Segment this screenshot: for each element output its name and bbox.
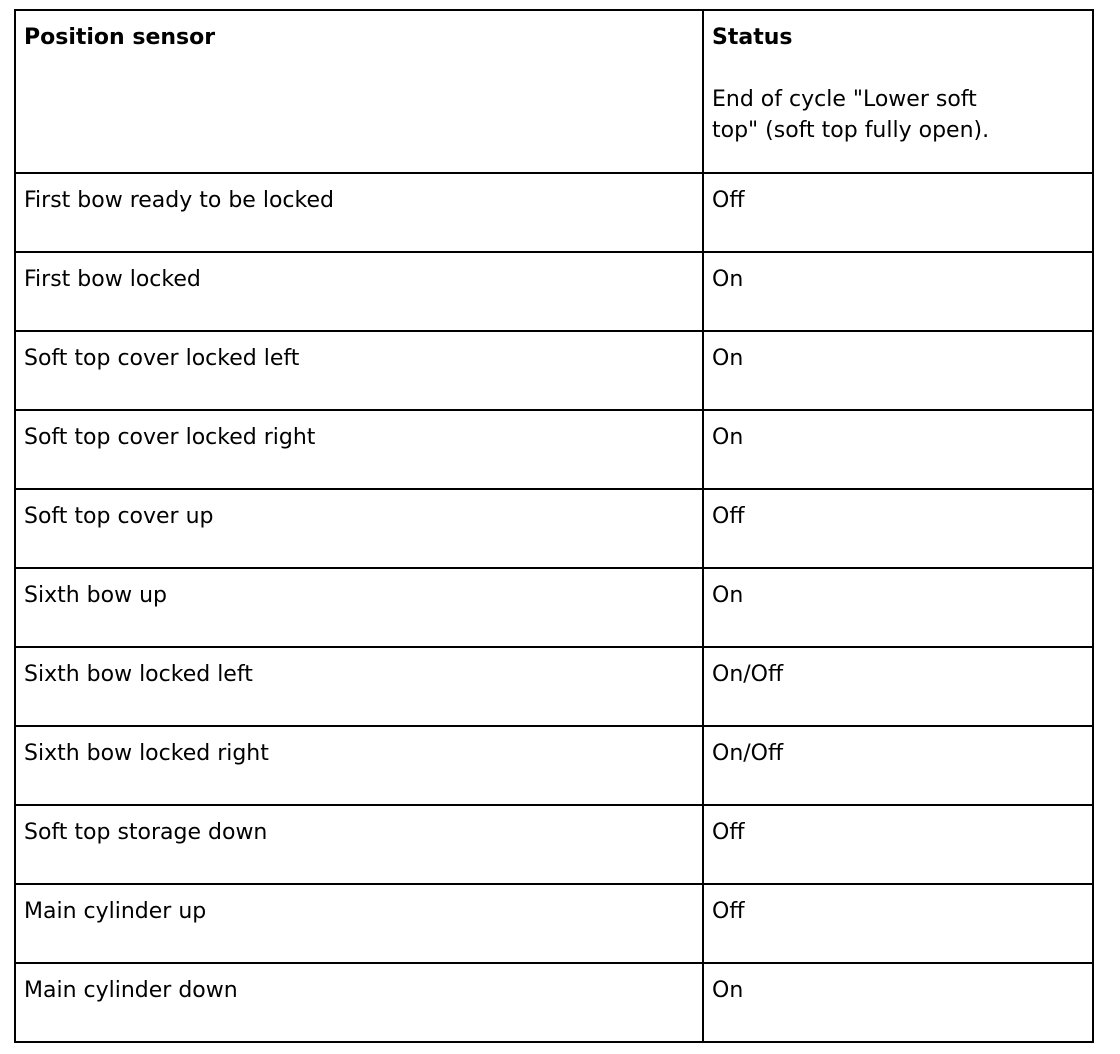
sensor-status-cell: On [703,410,1093,489]
sensor-name-cell: Sixth bow up [15,568,703,647]
table-row [15,568,1093,647]
table-row [15,331,1093,410]
sensor-name-cell: Main cylinder up [15,884,703,963]
table-row [15,410,1093,489]
sensor-name-cell: Soft top cover locked right [15,410,703,489]
sensor-status-cell: On/Off [703,647,1093,726]
position-sensor-header: Position sensor [24,25,216,50]
sensor-status-cell: Off [703,489,1093,568]
table-header-row [15,10,1093,173]
sensor-status-cell: Off [703,805,1093,884]
sensor-status-cell: Off [703,884,1093,963]
table-row [15,173,1093,252]
sensor-name-cell: Soft top storage down [15,805,703,884]
sensor-name-cell: Sixth bow locked right [15,726,703,805]
sensor-status-cell: On/Off [703,726,1093,805]
sensor-status-cell: On [703,963,1093,1042]
table-row [15,726,1093,805]
sensor-status-cell: On [703,331,1093,410]
sensor-name-cell: Sixth bow locked left [15,647,703,726]
sensor-name-cell: First bow ready to be locked [15,173,703,252]
sensor-status-cell: On [703,568,1093,647]
sensor-status-cell: Off [703,173,1093,252]
table-row [15,963,1093,1042]
sensor-name-cell: Soft top cover up [15,489,703,568]
sensor-status-cell: On [703,252,1093,331]
sensor-name-cell: First bow locked [15,252,703,331]
position-sensor-header-cell [15,10,703,173]
sensor-name-cell: Main cylinder down [15,963,703,1042]
table-row [15,805,1093,884]
sensor-name-cell: Soft top cover locked left [15,331,703,410]
status-header-cell [703,10,1093,173]
table-row [15,252,1093,331]
status-cycle-note: End of cycle "Lower soft top" (soft top fully open). [712,87,990,143]
status-header: Status [712,25,793,50]
table-row [15,884,1093,963]
table-row [15,489,1093,568]
table-row [15,647,1093,726]
position-sensor-status-table [14,9,1094,1043]
